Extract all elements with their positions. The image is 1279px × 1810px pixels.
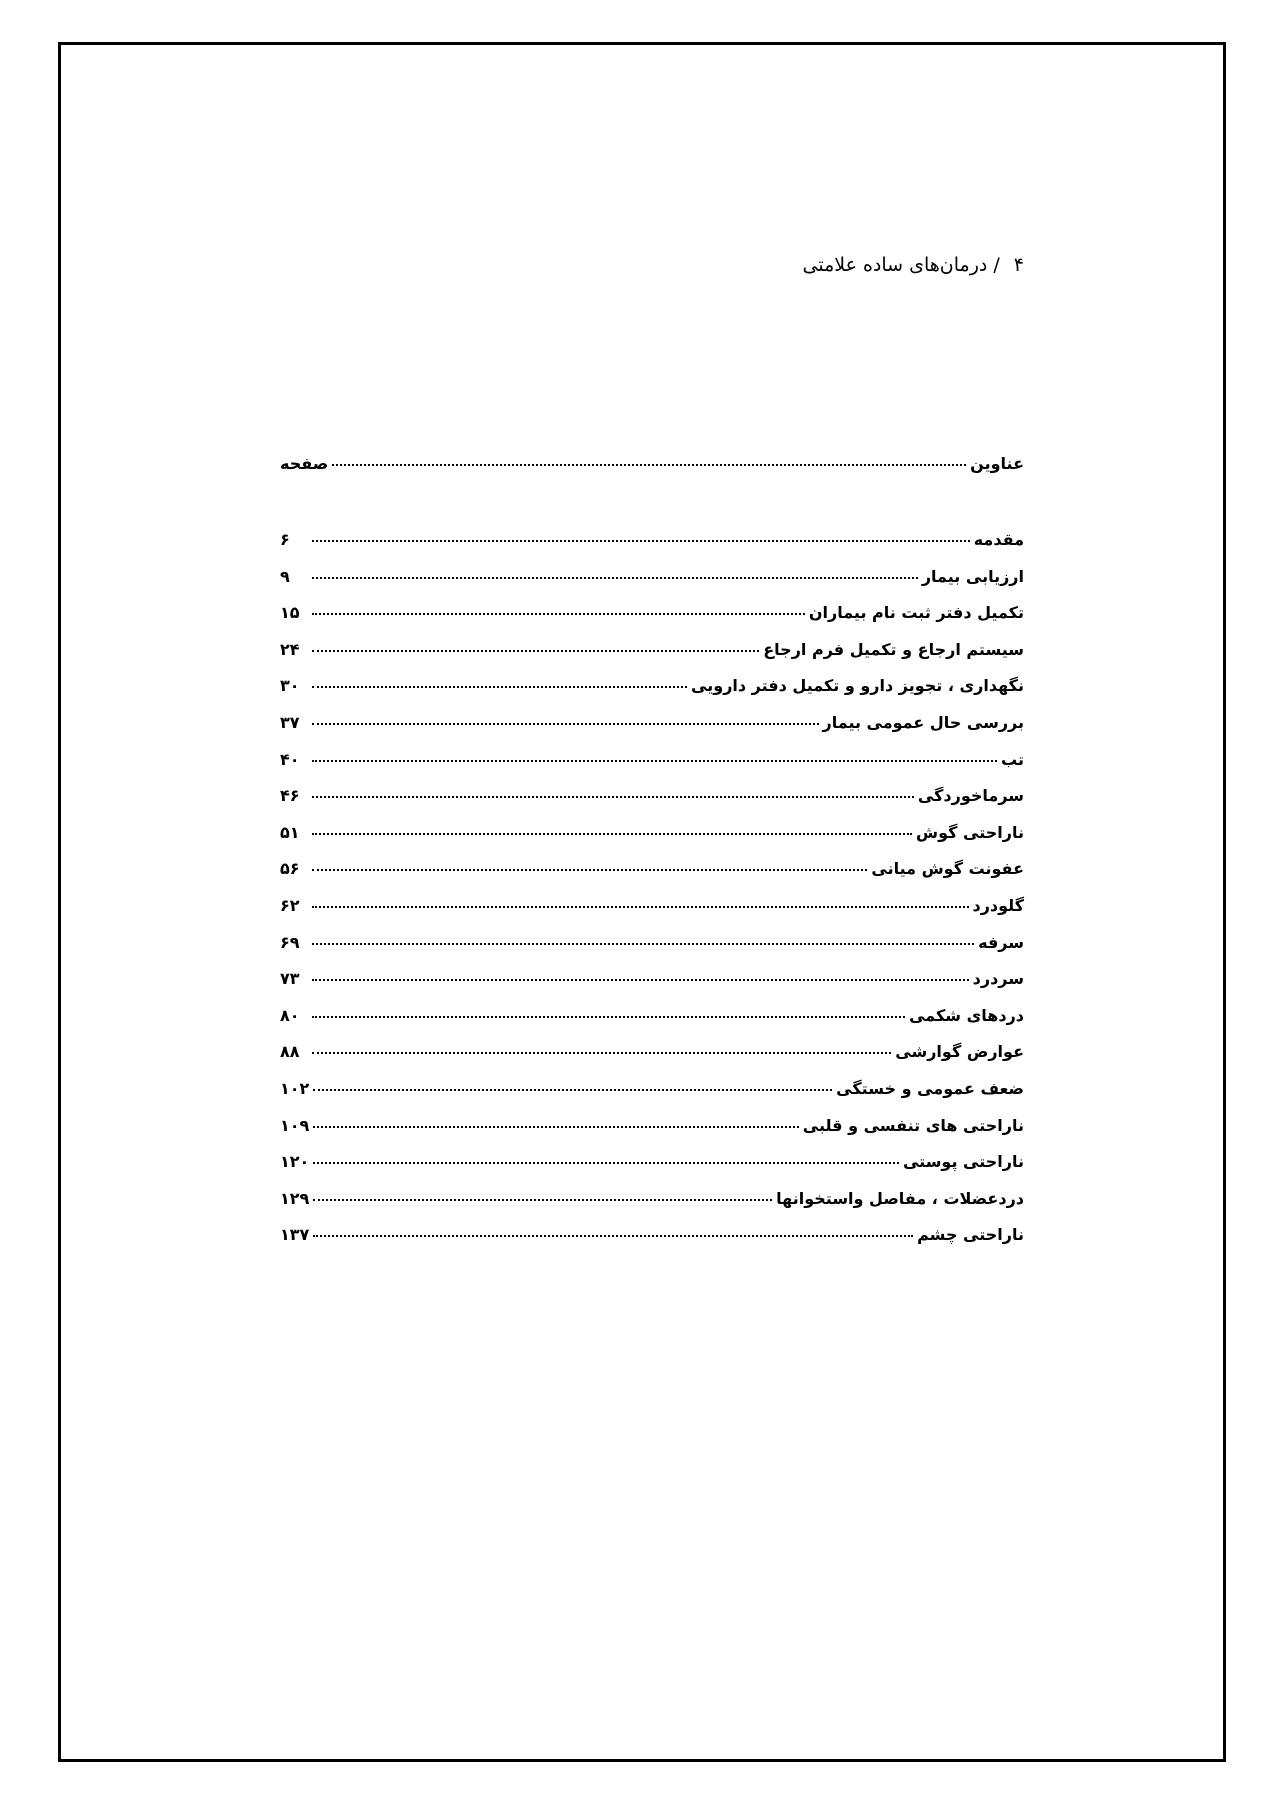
toc-entry-title: سرفه — [978, 932, 1024, 952]
toc-entry — [280, 567, 1024, 604]
toc-header-row — [280, 454, 1024, 484]
toc-entry — [280, 1189, 1024, 1226]
toc-leader-dots — [313, 1126, 799, 1128]
toc-entry — [280, 676, 1024, 713]
toc-leader-dots — [312, 540, 970, 542]
toc-leader-dots — [312, 1052, 891, 1054]
toc-leader-dots — [313, 1199, 772, 1201]
toc-entry — [280, 896, 1024, 933]
toc-entry — [280, 786, 1024, 823]
toc-entry-title: ضعف عمومی و خستگی — [836, 1078, 1024, 1098]
toc-entry — [280, 969, 1024, 1006]
toc-entry-page: ۶ — [280, 530, 290, 549]
toc-leader-dots — [332, 464, 966, 466]
toc-entry-title: سیستم ارجاع و تکمیل فرم ارجاع — [763, 639, 1024, 659]
toc-entry — [280, 1225, 1024, 1262]
toc-entry-title: سرماخوردگی — [917, 786, 1024, 806]
toc-entry — [280, 1042, 1024, 1079]
toc-entry-page: ۱۵ — [280, 603, 300, 623]
toc-leader-dots — [312, 906, 969, 908]
toc-entry-page: ۱۲۰ — [280, 1152, 310, 1172]
toc-entry-title: مقدمه — [973, 530, 1024, 549]
toc-leader-dots — [312, 723, 819, 725]
toc-leader-dots — [312, 650, 759, 652]
toc-entry — [280, 750, 1024, 787]
toc-leader-dots — [312, 796, 914, 798]
toc-entry — [280, 713, 1024, 750]
toc-leader-dots — [312, 686, 687, 688]
toc-leader-dots — [313, 1162, 899, 1164]
toc-entry-page: ۷۳ — [280, 969, 300, 989]
toc-entry — [280, 640, 1024, 677]
toc-entry-page: ۱۳۷ — [280, 1225, 310, 1245]
toc-entry-page: ۸۰ — [280, 1005, 300, 1025]
toc-leader-dots — [312, 577, 918, 579]
toc-entry — [280, 1006, 1024, 1043]
toc-leader-dots — [312, 760, 997, 762]
toc-entry-title: عوارض گوارشی — [895, 1042, 1024, 1062]
toc-header — [280, 454, 1024, 484]
running-header — [803, 254, 1025, 276]
toc-entry-page: ۶۲ — [280, 895, 300, 915]
toc-leader-dots — [312, 979, 969, 981]
toc-leader-dots — [312, 833, 912, 835]
toc-entry-page: ۳۷ — [280, 712, 300, 732]
toc-entry-title: تکمیل دفتر ثبت نام بیماران — [808, 603, 1024, 623]
toc-leader-dots — [312, 613, 805, 615]
toc-entry-page: ۵۱ — [280, 822, 300, 842]
toc-entry-title: ناراحتی پوستی — [902, 1152, 1024, 1172]
toc-entry-page: ۱۰۲ — [280, 1078, 310, 1098]
toc-entry — [280, 530, 1024, 567]
toc-entry-page: ۶۹ — [280, 932, 300, 952]
toc-entry — [280, 603, 1024, 640]
toc-entry-page: ۱۲۹ — [280, 1188, 310, 1208]
header-page-number: ۴ — [1013, 254, 1024, 276]
toc-entry-title: عفونت گوش میانی — [871, 859, 1024, 879]
toc-entry — [280, 859, 1024, 896]
toc-entry-title: دردعضلات ، مفاصل واستخوانها — [776, 1188, 1024, 1208]
toc-entry-page: ۵۶ — [280, 859, 300, 879]
toc-entry-title: ناراحتی های تنفسی و قلبی — [802, 1115, 1024, 1135]
toc-leader-dots — [312, 943, 974, 945]
header-book-title: درمان‌های ساده علامتی — [802, 254, 988, 276]
toc-entry-title: گلودرد — [972, 895, 1024, 915]
toc-titles-label: عناوین — [970, 454, 1024, 473]
toc-leader-dots — [313, 1235, 913, 1237]
toc-entry-page: ۲۴ — [280, 639, 300, 659]
toc-entry — [280, 1079, 1024, 1116]
toc-entry — [280, 933, 1024, 970]
toc-entry-title: بررسی حال عمومی بیمار — [822, 712, 1024, 732]
toc-entry-page: ۴۶ — [280, 786, 300, 806]
toc-entry-title: ارزیابی بیمار — [921, 566, 1024, 586]
toc-entry-page: ۳۰ — [280, 676, 300, 696]
toc-entry-title: ناراحتی گوش — [916, 822, 1024, 842]
toc-entry — [280, 1116, 1024, 1153]
toc-entry — [280, 1152, 1024, 1189]
toc-entry-page: ۸۸ — [280, 1042, 300, 1062]
toc-entry-title: نگهداری ، تجویز دارو و تکمیل دفتر دارویی — [691, 676, 1024, 696]
toc-entry-title: دردهای شکمی — [909, 1005, 1024, 1025]
toc-page-label: صفحه — [280, 454, 329, 473]
toc-entry-page: ۱۰۹ — [280, 1115, 310, 1135]
toc-entry — [280, 823, 1024, 860]
toc-entry-title: سردرد — [972, 969, 1024, 989]
toc-leader-dots — [313, 1089, 832, 1091]
toc-entry-page: ۴۰ — [280, 749, 300, 769]
toc-entry-title: تب — [1001, 749, 1024, 769]
toc-entry-title: ناراحتی چشم — [917, 1225, 1024, 1245]
toc-leader-dots — [312, 1016, 905, 1018]
table-of-contents — [280, 530, 1024, 1262]
header-separator: / — [993, 254, 1000, 276]
toc-leader-dots — [312, 869, 867, 871]
toc-entry-page: ۹ — [280, 566, 290, 586]
